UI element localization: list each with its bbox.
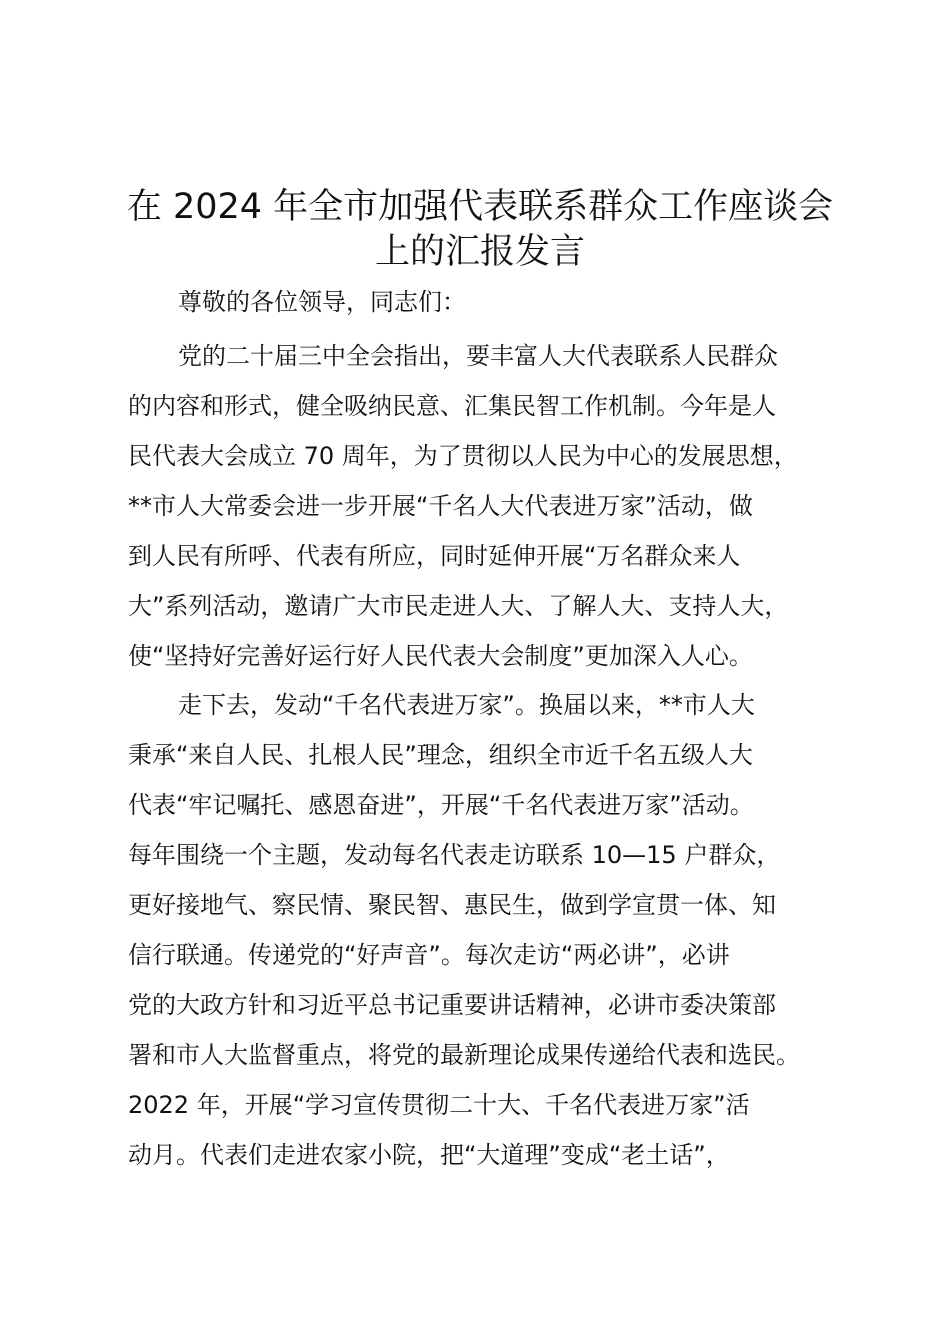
salutation-line: 尊敬的各位领导，同志们： bbox=[178, 288, 466, 316]
body-line: 秉承“来自人民、扎根人民”理念，组织全市近千名五级人大 bbox=[128, 741, 753, 769]
body-line: 的内容和形式，健全吸纳民意、汇集民智工作机制。今年是人 bbox=[128, 392, 776, 420]
body-line: 动月。代表们走进农家小院，把“大道理”变成“老土话”， bbox=[128, 1141, 730, 1169]
body-line: 更好接地气、察民情、聚民智、惠民生，做到学宣贯一体、知 bbox=[128, 891, 776, 919]
body-line: 党的二十届三中全会指出，要丰富人大代表联系人民群众 bbox=[178, 342, 778, 370]
body-line: 信行联通。传递党的“好声音”。每次走访“两必讲”，必讲 bbox=[128, 941, 730, 969]
body-line: 大”系列活动，邀请广大市民走进人大、了解人大、支持人大， bbox=[128, 592, 789, 620]
body-line: 署和市人大监督重点，将党的最新理论成果传递给代表和选民。 bbox=[128, 1041, 800, 1069]
body-line: 到人民有所呼、代表有所应，同时延伸开展“万名群众来人 bbox=[128, 542, 741, 570]
body-line: 走下去，发动“千名代表进万家”。换届以来，**市人大 bbox=[178, 691, 755, 719]
body-line: 2022 年，开展“学习宣传贯彻二十大、千名代表进万家”活 bbox=[128, 1091, 750, 1119]
title-line-1: 在 2024 年全市加强代表联系群众工作座谈会 bbox=[126, 187, 834, 227]
body-line: 民代表大会成立 70 周年，为了贯彻以人民为中心的发展思想， bbox=[128, 442, 798, 470]
title-line-2: 上的汇报发言 bbox=[374, 232, 585, 272]
body-line: **市人大常委会进一步开展“千名人大代表进万家”活动，做 bbox=[128, 492, 753, 520]
body-line: 代表“牢记嘱托、感恩奋进”，开展“千名代表进万家”活动。 bbox=[128, 791, 754, 819]
body-line: 使“坚持好完善好运行好人民代表大会制度”更加深入人心。 bbox=[128, 642, 753, 670]
body-line: 党的大政方针和习近平总书记重要讲话精神，必讲市委决策部 bbox=[128, 991, 776, 1019]
body-line: 每年围绕一个主题，发动每名代表走访联系 10—15 户群众， bbox=[128, 841, 781, 869]
